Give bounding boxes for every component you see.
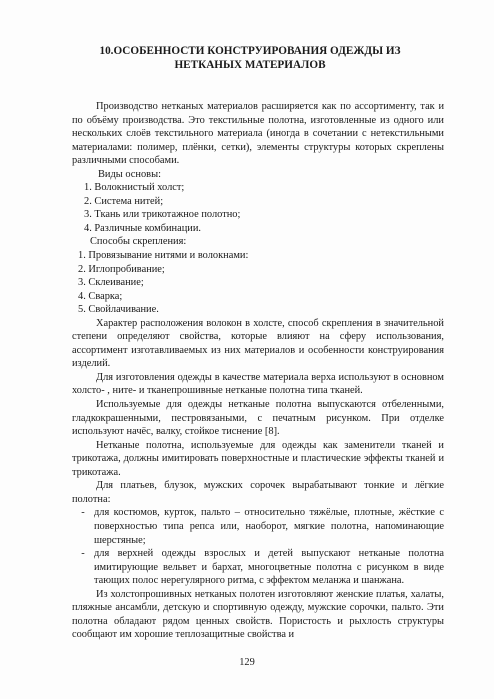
- bonding-methods-heading: Способы скрепления:: [90, 236, 187, 248]
- list-item: 3. Склеивание;: [78, 277, 144, 289]
- chapter-title-line-2: НЕТКАНЫХ МАТЕРИАЛОВ: [174, 59, 326, 71]
- list-item: 4. Различные комбинации.: [84, 222, 202, 234]
- list-item: 2. Иглопробивание;: [78, 263, 165, 275]
- dash-marker: -: [81, 507, 85, 519]
- list-item: 1. Провязывание нитями и волокнами:: [78, 250, 249, 262]
- body-paragraph: Используемые для одежды нетканые полотна выпускаются отбеленными, гладкокрашенными, пестровязаными, с печатным рисунком. При отделке используют начёс, валку, стойкое тиснение [8].: [72, 399, 444, 438]
- chapter-title: [60, 44, 440, 72]
- body-paragraph: Характер расположения волокон в холсте, способ скрепления в значительной степени определяют свойства, которые влияют на сферу использования, ассортимент изготавливаемых из них материалов и особенности конструирования изделий.: [72, 317, 444, 370]
- dash-marker: -: [81, 548, 85, 560]
- body-paragraph: Для изготовления одежды в качестве материала верха используют в основном холсто- , ните- и тканепрошивные нетканые полотна типа тканей.: [72, 371, 444, 397]
- intro-paragraph: Производство нетканых материалов расширяется как по ассортименту, так и по объёму производства. Это текстильные полотна, изготовленные из одного или нескольких слоёв текстильного материала (иногда в сочетании с нетекстильными материалами: полимер, плёнки, сетки), элементы структуры которых скреплены различными способами.: [72, 101, 444, 167]
- dash-list-item-text: для костюмов, курток, пальто – относительно тяжёлые, плотные, жёсткие с поверхностью типа репса или, наоборот, мягкие полотна, напоминающие шерстяные;: [94, 507, 444, 546]
- base-types-heading: Виды основы:: [98, 168, 161, 180]
- list-item: 4. Сварка;: [78, 290, 123, 302]
- list-item: 3. Ткань или трикотажное полотно;: [84, 209, 241, 221]
- document-body: [72, 100, 444, 642]
- dash-list: [72, 506, 444, 587]
- dash-list-item: [72, 506, 444, 547]
- base-types-list: [72, 181, 444, 235]
- body-paragraph: Из холстопрошивных нетканых полотен изготовляют женские платья, халаты, пляжные ансамбли, детскую и спортивную одежду, мужские сорочки, пальто. Эти полотна обладают рядом ценных свойств. Пористость и рыхлость структуры сообщают им хорошие теплозащитные свойства и: [72, 588, 444, 641]
- page-number: 129: [239, 657, 255, 668]
- chapter-title-line-1: 10.ОСОБЕННОСТИ КОНСТРУИРОВАНИЯ ОДЕЖДЫ ИЗ: [99, 45, 401, 57]
- dash-list-item: [72, 547, 444, 588]
- dash-list-item-text: для верхней одежды взрослых и детей выпускают нетканые полотна имитирующие вельвет и бархат, многоцветные полотна с рисунком в виде тающих полос нерегулярного ритма, с эффектом меланжа и шанжана.: [94, 548, 444, 587]
- list-item: 5. Свойлачивание.: [78, 304, 159, 316]
- body-paragraph: Для платьев, блузок, мужских сорочек вырабатывают тонкие и лёгкие полотна:: [72, 480, 444, 505]
- body-paragraph: Нетканые полотна, используемые для одежды как заменители тканей и трикотажа, должны имитировать поверхностные и пластические эффекты тканей и трикотажа.: [72, 439, 444, 478]
- list-item: 2. Система нитей;: [84, 195, 164, 207]
- list-item: 1. Волокнистый холст;: [84, 182, 185, 194]
- bonding-methods-list: [72, 249, 444, 317]
